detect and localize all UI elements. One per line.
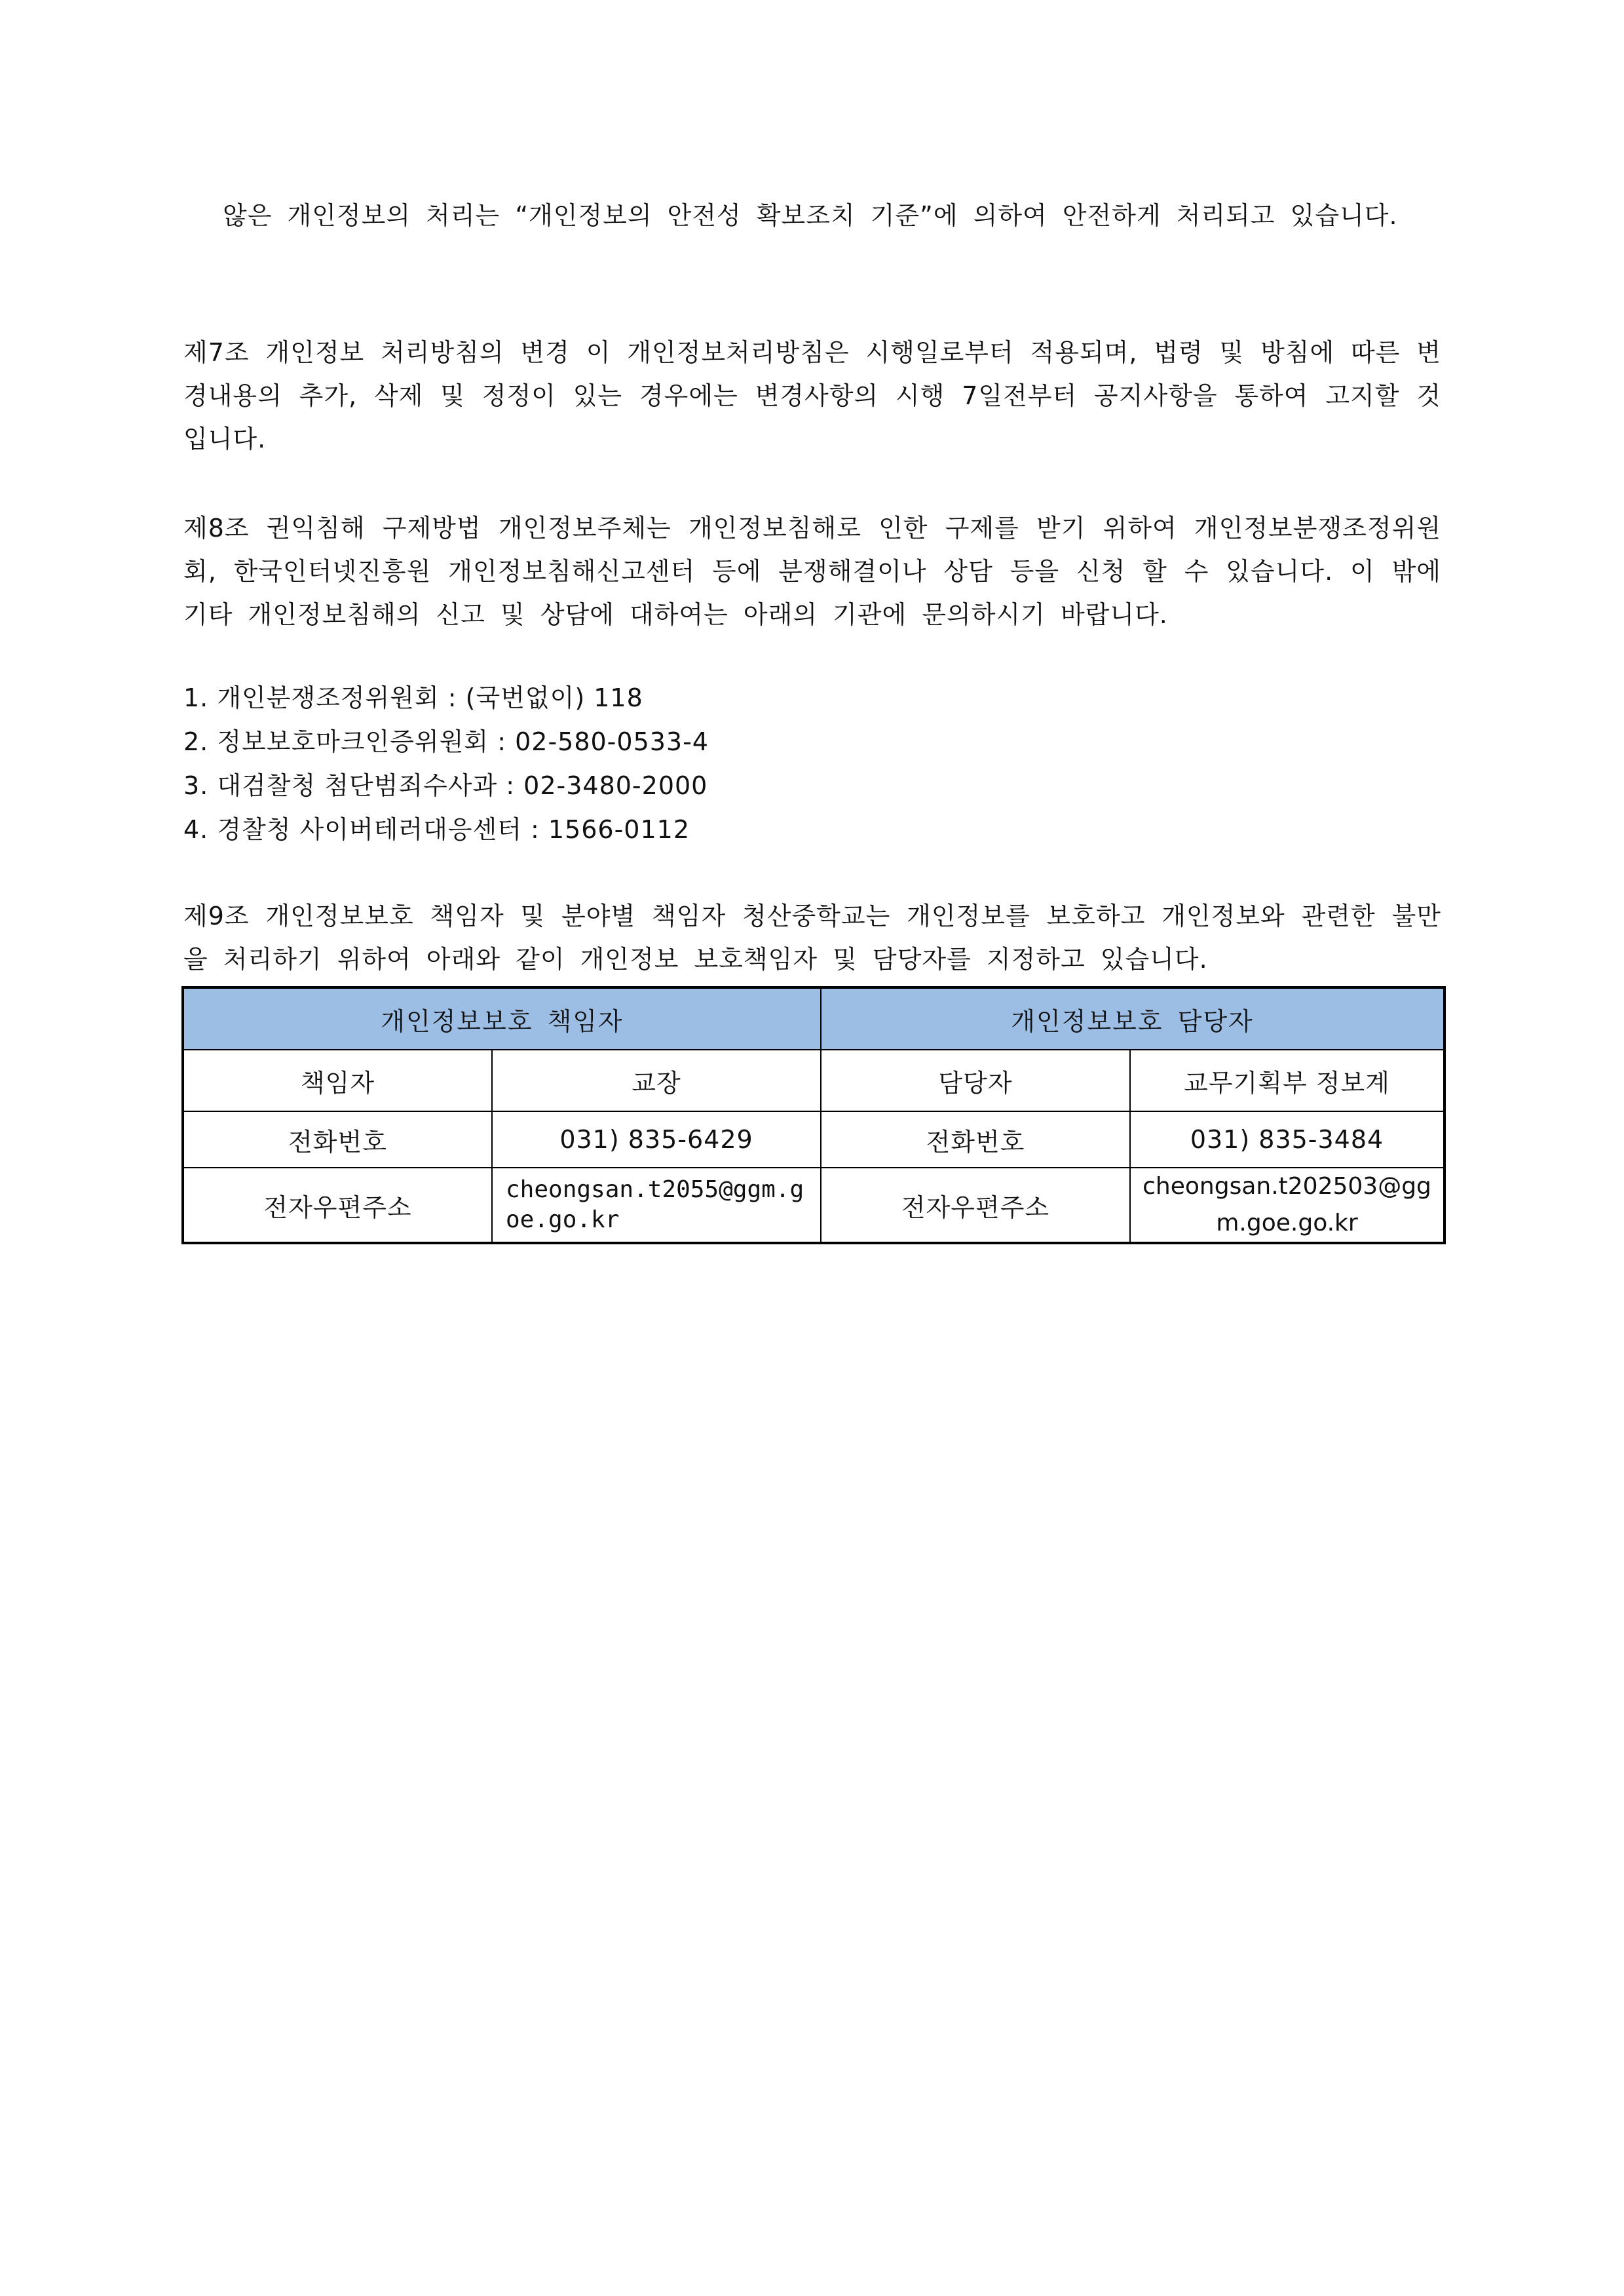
list-item: 3. 대검찰청 첨단범죄수사과 : 02-3480-2000 bbox=[183, 771, 708, 800]
table-cell: 담당자 bbox=[821, 1050, 1130, 1111]
table-cell: 전화번호 bbox=[183, 1111, 492, 1168]
table-cell: 책임자 bbox=[183, 1050, 492, 1111]
table-cell: 전자우편주소 bbox=[183, 1168, 492, 1243]
header-officer: 개인정보보호 책임자 bbox=[183, 987, 821, 1050]
table-cell: 교무기획부 정보계 bbox=[1130, 1050, 1445, 1111]
table-row bbox=[183, 1168, 1445, 1243]
list-item: 1. 개인분쟁조정위원회 : (국번없이) 118 bbox=[183, 683, 643, 712]
table-cell: 031) 835-3484 bbox=[1130, 1111, 1445, 1168]
officer-email: cheongsan.t2055@ggm.goe.go.kr bbox=[492, 1168, 821, 1243]
agency-contact-list bbox=[183, 676, 1441, 852]
table-cell: 전자우편주소 bbox=[821, 1168, 1130, 1243]
privacy-officer-table bbox=[181, 986, 1446, 1244]
table-cell: 전화번호 bbox=[821, 1111, 1130, 1168]
table-cell: 교장 bbox=[492, 1050, 821, 1111]
article-7-policy-change: 제7조 개인정보 처리방침의 변경 이 개인정보처리방침은 시행일로부터 적용되며, 법령 및 방침에 따른 변경내용의 추가, 삭제 및 정정이 있는 경우에는 변경사항의 시행 7일전부터 공지사항을 통하여 고지할 것입니다. bbox=[183, 338, 1441, 453]
header-manager: 개인정보보호 담당자 bbox=[821, 987, 1445, 1050]
article-9-privacy-officer: 제9조 개인정보보호 책임자 및 분야별 책임자 청산중학교는 개인정보를 보호하고 개인정보와 관련한 불만을 처리하기 위하여 아래와 같이 개인정보 보호책임자 및 담당자를 지정하고 있습니다. bbox=[183, 902, 1441, 974]
list-item: 4. 경찰청 사이버테러대응센터 : 1566-0112 bbox=[183, 815, 690, 844]
table-row bbox=[183, 1050, 1445, 1111]
list-item: 2. 정보보호마크인증위원회 : 02-580-0533-4 bbox=[183, 727, 709, 756]
table-cell: 031) 835-6429 bbox=[492, 1111, 821, 1168]
manager-email: cheongsan.t202503@ggm.goe.go.kr bbox=[1130, 1168, 1445, 1243]
article-8-remedy: 제8조 권익침해 구제방법 개인정보주체는 개인정보침해로 인한 구제를 받기 위하여 개인정보분쟁조정위원회, 한국인터넷진흥원 개인정보침해신고센터 등에 분쟁해결이나 상담 등을 신청 할 수 있습니다. 이 밖에 기타 개인정보침해의 신고 및 상담에 대하여는 아래의 기관에 문의하시기 바랍니다. bbox=[183, 514, 1441, 629]
article-6-continuation: 않은 개인정보의 처리는 “개인정보의 안전성 확보조치 기준”에 의하여 안전하게 처리되고 있습니다. bbox=[223, 201, 1398, 230]
table-header-row bbox=[183, 987, 1445, 1050]
table-row bbox=[183, 1111, 1445, 1168]
